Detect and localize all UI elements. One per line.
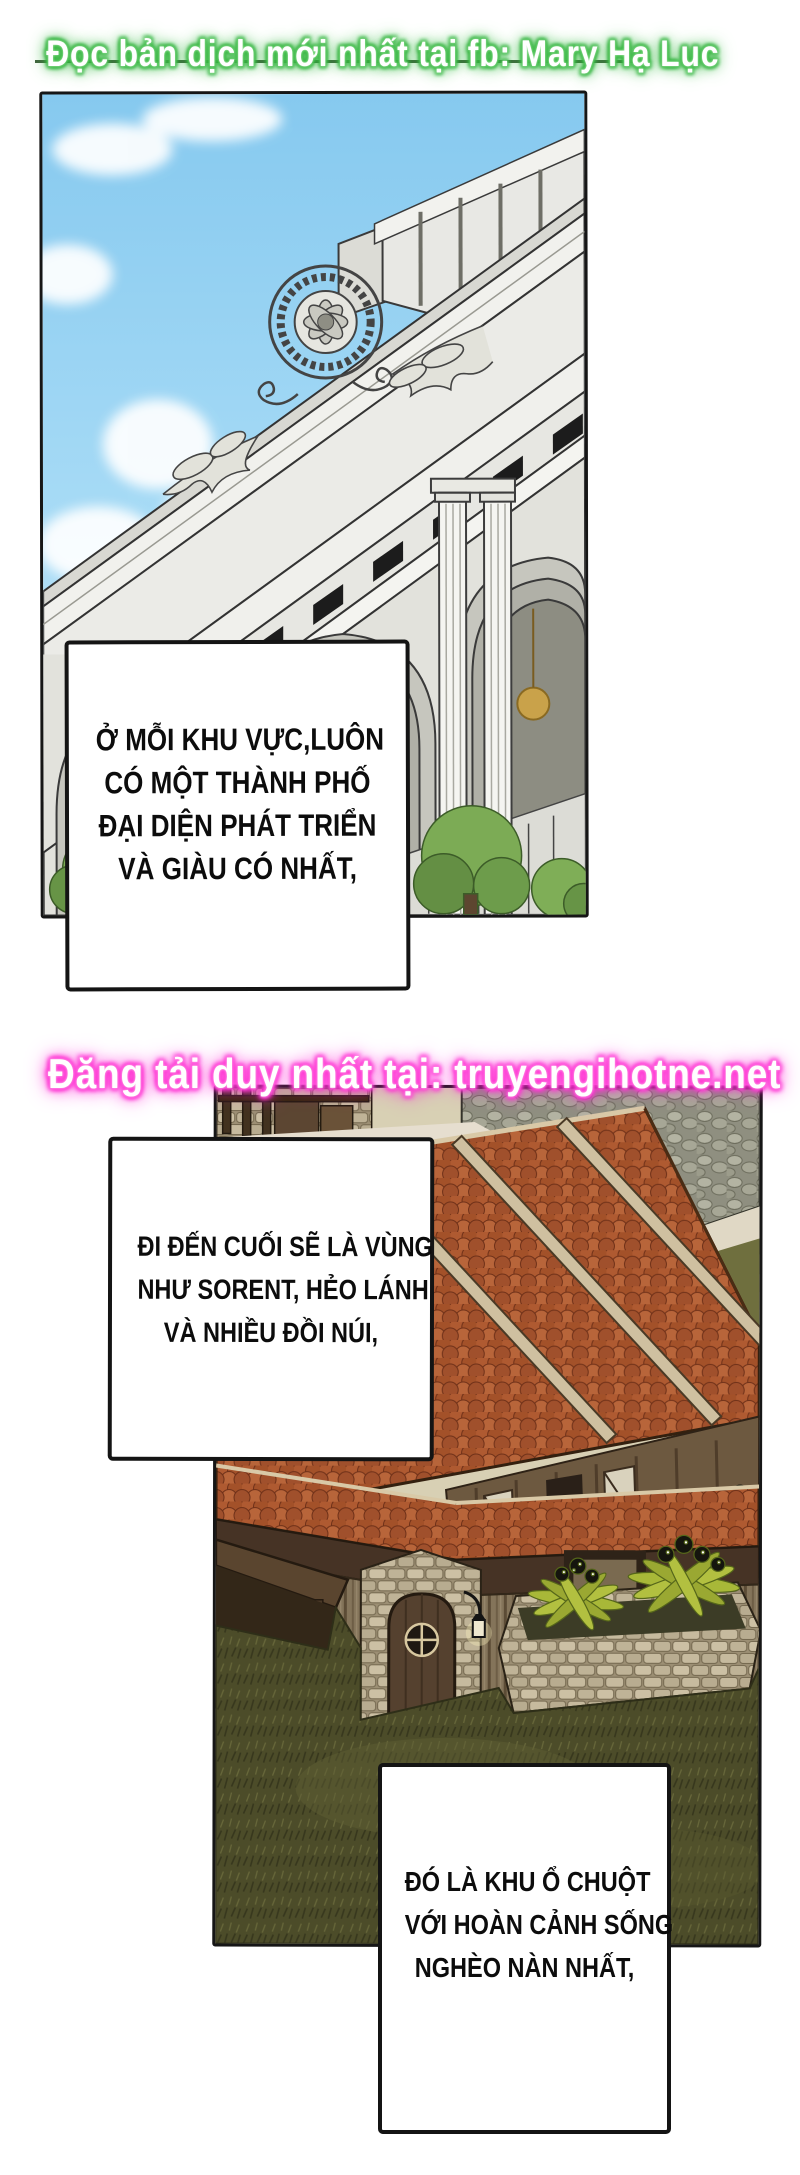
door-porch — [361, 1550, 481, 1720]
speech-box-1-text: Ở MỖI KHU VỰC,LUÔN CÓ MỘT THÀNH PHỐ ĐẠI DIỆN PHÁT TRIỂN VÀ GIÀU CÓ NHẤT, — [95, 721, 385, 887]
translator-credit-banner: Đọc bản dịch mới nhất tại fb: Mary Hạ Lục — [46, 33, 720, 74]
speech-box-3 — [378, 1763, 674, 2134]
tree — [532, 858, 586, 915]
speech-box-3-text: ĐÓ LÀ KHU Ổ CHUỘT VỚI HOÀN CẢNH SỐNG NGHÈO NÀN NHẤT, — [404, 1866, 674, 1983]
speech-box-1 — [65, 640, 411, 992]
chandelier — [517, 688, 549, 720]
speech-box-2-text: ĐI ĐẾN CUỐI SẼ LÀ VÙNG NHƯ SORENT, HẺO LÁNH VÀ NHIỀU ĐỒI NÚI, — [137, 1230, 433, 1349]
site-credit-banner: Đăng tải duy nhất tại: truyengihotne.net — [48, 1050, 782, 1097]
speech-box-2 — [108, 1137, 435, 1462]
door-round-window — [406, 1624, 438, 1656]
